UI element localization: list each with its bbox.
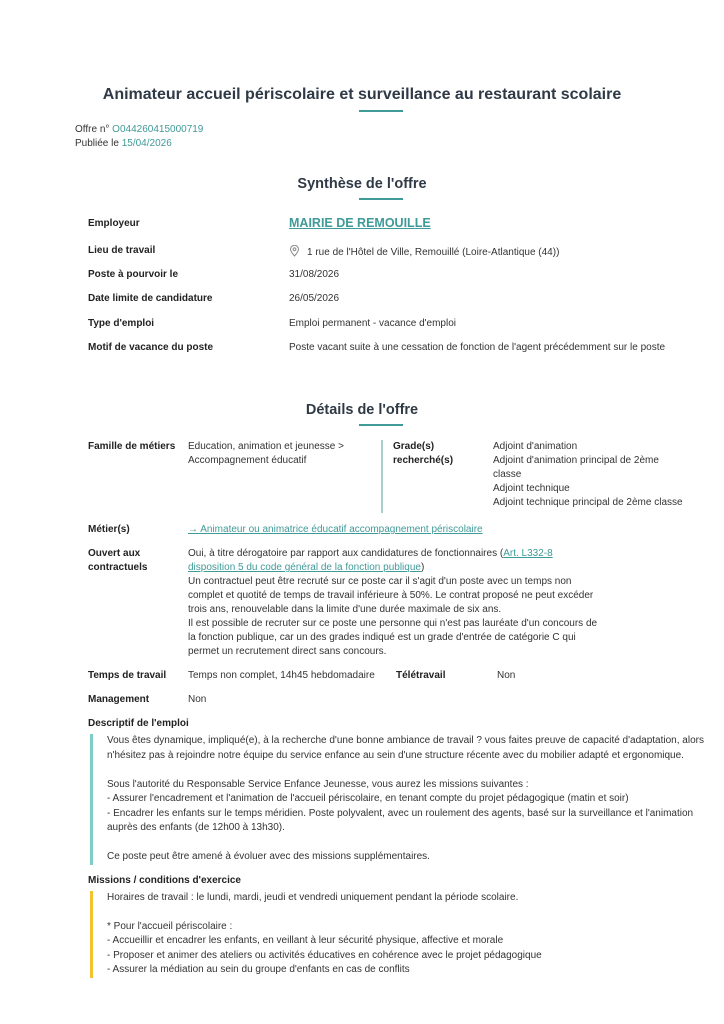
working-time-value: Temps non complet, 14h45 hebdomadaire (188, 670, 375, 681)
contractuels-label-line: contractuels (88, 562, 148, 573)
map-pin-icon (289, 245, 301, 260)
descriptif-line: auprès des enfants (de 12h00 à 13h30). (107, 822, 285, 833)
offer-number-label: Offre n° (75, 124, 110, 135)
vacancy-reason-label: Motif de vacance du poste (88, 342, 214, 353)
metier-value (188, 523, 483, 537)
employer-label: Employeur (88, 218, 140, 229)
missions-line: - Proposer et animer des ateliers ou activités éducatives en cohérence avec le projet pédagogique (107, 949, 542, 961)
contractuels-value (188, 547, 597, 659)
grades-label-line: recherché(s) (393, 455, 454, 466)
management-label: Management (88, 694, 150, 705)
working-time-label: Temps de travail (88, 670, 167, 681)
descriptif-line: Vous êtes dynamique, impliqué(e), à la recherche d'une bonne ambiance de travail ? vous faites preuve de capacité d'adaptation, alors (107, 735, 704, 746)
workplace-label: Lieu de travail (88, 245, 156, 256)
management-row (88, 693, 688, 707)
deadline-value: 26/05/2026 (289, 293, 340, 304)
contractuels-line: complet et quotité de temps de travail inférieure à 50%. Le contrat proposé ne peut excéder (188, 590, 594, 601)
descriptif-line: - Assurer l'encadrement et l'animation de l'accueil périscolaire, en tenant compte du projet pédagogique (matin et soir) (107, 793, 629, 804)
descriptif-line: Sous l'autorité du Responsable Service Enfance Jeunesse, vous aurez les missions suivantes : (107, 778, 529, 790)
start-date-value: 31/08/2026 (289, 269, 340, 280)
working-time-row (88, 669, 688, 683)
contractuels-line: la fonction publique, car un des grades indiqué est un grade d'entrée de catégorie C qui (188, 632, 576, 643)
contractuels-line: permet un recrutement direct sans concours. (188, 646, 387, 657)
contractuels-label-line: Ouvert aux (88, 548, 141, 559)
contractuels-row (88, 547, 688, 659)
details-title: Détails de l'offre (305, 402, 419, 418)
descriptif-line: Ce poste peut être amené à évoluer avec des missions supplémentaires. (107, 851, 430, 862)
contractuels-intro-text: Oui, à titre dérogatoire par rapport aux candidatures de fonctionnaires ( (188, 548, 504, 559)
contractuels-close: ) (420, 562, 425, 573)
family-cell (88, 440, 383, 513)
management-value: Non (188, 694, 207, 705)
details-section (88, 440, 704, 987)
employer-link[interactable]: MAIRIE DE REMOUILLE (289, 216, 431, 230)
grades-label (393, 440, 493, 513)
law-disposition-link[interactable]: disposition 5 du code général de la fonction publique (188, 562, 421, 573)
family-label: Famille de métiers (88, 441, 176, 452)
missions-line: * Pour l'accueil périscolaire : (107, 920, 233, 932)
law-article-link[interactable]: Art. L332-8 (503, 548, 553, 559)
descriptif-line: - Encadrer les enfants sur le temps méridien. Poste polyvalent, avec un roulement des agents, basé sur la surveillance et l'animation (107, 807, 694, 819)
grades-label-line: Grade(s) (393, 441, 435, 452)
metier-label: Métier(s) (88, 524, 130, 535)
title-underline (359, 110, 403, 112)
family-value (188, 440, 344, 513)
page-title: Animateur accueil périscolaire et surveillance au restaurant scolaire (102, 86, 622, 103)
vacancy-reason-value: Poste vacant suite à une cessation de fonction de l'agent précédemment sur le poste (289, 342, 666, 353)
grade-item: Adjoint d'animation (493, 441, 578, 452)
descriptif-line: n'hésitez pas à rejoindre notre équipe du service enfance au sein d'une structure récente avec du mobilier adapté et ergonomique. (107, 749, 684, 761)
missions-block (90, 891, 688, 978)
workplace-value (289, 245, 559, 260)
deadline-label: Date limite de candidature (88, 293, 213, 304)
grade-item: Adjoint technique (493, 483, 570, 494)
job-type-value: Emploi permanent - vacance d'emploi (289, 318, 456, 329)
offer-number (75, 124, 203, 135)
metier-row (88, 523, 688, 537)
employer-value (289, 216, 431, 230)
grade-item: classe (493, 469, 522, 480)
missions-line: Horaires de travail : le lundi, mardi, jeudi et vendredi uniquement pendant la période scolaire. (107, 891, 519, 903)
synthese-underline (359, 198, 403, 200)
published-label: Publiée le (75, 138, 119, 149)
descriptif-label: Descriptif de l'emploi (88, 718, 189, 729)
details-underline (359, 424, 403, 426)
family-line: Accompagnement éducatif (188, 455, 307, 466)
job-type-label: Type d'emploi (88, 318, 155, 329)
grades-cell (383, 440, 683, 513)
contractuels-line: Il est possible de recruter sur ce poste une personne qui n'est pas lauréate d'un concours de (188, 618, 598, 629)
contractuels-label (88, 547, 188, 659)
missions-line: - Assurer la médiation au sein du groupe d'enfants en cas de conflits (107, 964, 410, 975)
contractuels-intro-cont (188, 561, 597, 575)
start-date-label: Poste à pourvoir le (88, 269, 179, 280)
grade-item: Adjoint technique principal de 2ème classe (493, 497, 683, 508)
family-grades-row (88, 440, 688, 513)
synthese-title: Synthèse de l'offre (297, 176, 427, 192)
remote-work-value: Non (497, 670, 516, 681)
grades-list (493, 440, 683, 513)
contractuels-line: Un contractuel peut être recruté sur ce poste car il s'agit d'un poste avec un temps non (188, 576, 572, 587)
published-date-value: 15/04/2026 (121, 138, 172, 149)
missions-line: - Accueillir et encadrer les enfants, en veillant à leur sécurité physique, affective et morale (107, 935, 504, 946)
metier-link[interactable]: → Animateur ou animatrice éducatif accompagnement périscolaire (188, 524, 483, 535)
descriptif-block (90, 734, 704, 865)
family-line: Education, animation et jeunesse > (188, 441, 344, 452)
contractuels-line: trois ans, renouvelable dans la limite d'une durée maximale de six ans. (188, 604, 502, 615)
contractuels-intro (188, 547, 597, 561)
workplace-address: 1 rue de l'Hôtel de Ville, Remouillé (Loire-Atlantique (44)) (307, 247, 560, 258)
grade-item: Adjoint d'animation principal de 2ème (493, 455, 659, 466)
published-date (75, 138, 172, 149)
remote-work-label: Télétravail (396, 670, 446, 681)
missions-label: Missions / conditions d'exercice (88, 874, 241, 886)
offer-number-value: O044260415000719 (112, 124, 204, 135)
